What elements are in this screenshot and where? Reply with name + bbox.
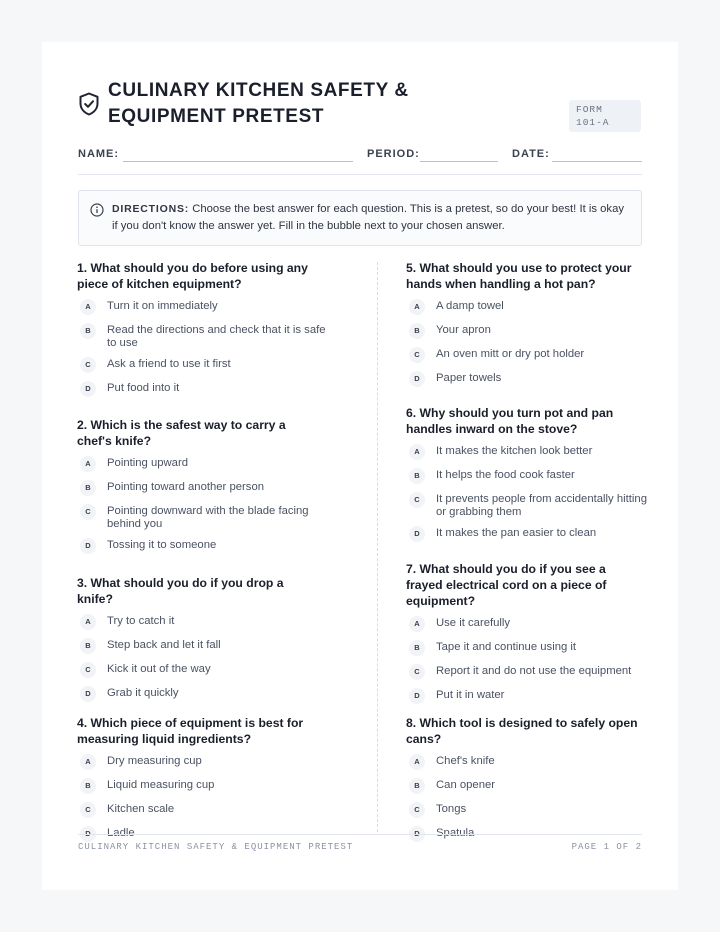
answer-bubble[interactable]: B: [80, 778, 96, 794]
answer-text: It helps the food cook faster: [436, 469, 575, 481]
answer-option-c[interactable]: [406, 664, 656, 678]
answer-text: Kick it out of the way: [107, 663, 211, 675]
question-5: [406, 260, 656, 395]
answer-bubble[interactable]: C: [80, 504, 96, 520]
answer-text: Grab it quickly: [107, 687, 179, 699]
directions-text: [112, 201, 632, 235]
answer-text: Step back and let it fall: [107, 639, 221, 651]
directions-body: Choose the best answer for each question. This is a pretest, so do your best! It is okay if you don't know the answer yet. Fill in the bubble next to your chosen answer.: [112, 203, 625, 232]
answer-option-c[interactable]: [77, 662, 327, 676]
answer-bubble[interactable]: C: [409, 664, 425, 680]
answer-bubble[interactable]: A: [80, 614, 96, 630]
answer-option-b[interactable]: [406, 323, 656, 337]
answer-text: Put food into it: [107, 382, 180, 394]
student-info-fields: [78, 146, 642, 175]
answer-bubble[interactable]: A: [409, 444, 425, 460]
question-text: 1. What should you do before using any piece of kitchen equipment?: [77, 261, 308, 291]
answer-bubble[interactable]: C: [80, 662, 96, 678]
question-text: 6. Why should you turn pot and pan handles inward on the stove?: [406, 406, 614, 436]
answer-bubble[interactable]: B: [409, 640, 425, 656]
page-title: CULINARY KITCHEN SAFETY & EQUIPMENT PRETEST: [108, 80, 409, 127]
question-text: 3. What should you do if you drop a knife?: [77, 576, 284, 606]
answer-option-d[interactable]: [406, 526, 656, 540]
answer-text: It makes the kitchen look better: [436, 445, 593, 457]
question-1: [77, 260, 327, 405]
answer-text: Chef's knife: [436, 755, 495, 767]
answer-bubble[interactable]: D: [409, 688, 425, 704]
answer-text: It makes the pan easier to clean: [436, 527, 597, 539]
answer-option-b[interactable]: [77, 778, 327, 792]
question-text: 5. What should you use to protect your hands when handling a hot pan?: [406, 261, 632, 291]
period-line[interactable]: [420, 161, 498, 162]
answer-option-d[interactable]: [406, 688, 656, 702]
answer-option-d[interactable]: [406, 371, 656, 385]
answer-bubble[interactable]: A: [409, 616, 425, 632]
answer-option-b[interactable]: [406, 640, 656, 654]
answer-text: Pointing upward: [107, 457, 189, 469]
answer-bubble[interactable]: D: [409, 526, 425, 542]
shield-check-icon: [78, 92, 100, 116]
answer-text: Try to catch it: [107, 615, 175, 627]
answer-option-d[interactable]: [77, 686, 327, 700]
answer-text: Ladle: [107, 827, 135, 839]
worksheet-page: [42, 42, 678, 890]
answer-option-a[interactable]: [77, 299, 327, 313]
answer-option-c[interactable]: [77, 504, 327, 531]
form-code-badge: FORM 101-A: [569, 100, 641, 132]
answer-option-b[interactable]: [77, 638, 327, 652]
answer-option-c[interactable]: [406, 347, 656, 361]
answer-text: Spatula: [436, 827, 475, 839]
answer-text: Dry measuring cup: [107, 755, 202, 767]
answer-text: Paper towels: [436, 372, 502, 384]
answer-text: Liquid measuring cup: [107, 779, 215, 791]
date-line[interactable]: [552, 161, 642, 162]
answer-option-d[interactable]: [77, 538, 327, 552]
answer-bubble[interactable]: A: [80, 299, 96, 315]
answer-bubble[interactable]: D: [80, 686, 96, 702]
footer-title: CULINARY KITCHEN SAFETY & EQUIPMENT PRETEST: [78, 842, 354, 852]
answer-text: An oven mitt or dry pot holder: [436, 348, 585, 360]
column-divider: [377, 262, 378, 832]
answer-option-a[interactable]: [77, 456, 327, 470]
question-3: [77, 575, 327, 710]
answer-bubble[interactable]: B: [80, 480, 96, 496]
answer-text: Tape it and continue using it: [436, 641, 577, 653]
answer-text: Your apron: [436, 324, 491, 336]
answer-bubble[interactable]: C: [409, 802, 425, 818]
period-label: PERIOD:: [367, 148, 420, 160]
question-8: [406, 715, 656, 850]
answer-option-c[interactable]: [77, 802, 327, 816]
answer-bubble[interactable]: C: [409, 492, 425, 508]
answer-option-b[interactable]: [77, 323, 327, 350]
answer-option-a[interactable]: [77, 614, 327, 628]
question-7: [406, 561, 656, 712]
answer-text: Pointing toward another person: [107, 481, 265, 493]
answer-text: Tongs: [436, 803, 467, 815]
answer-bubble[interactable]: C: [80, 357, 96, 373]
name-line[interactable]: [123, 161, 353, 162]
answer-text: It prevents people from accidentally hitting or grabbing them: [436, 493, 647, 518]
answer-bubble[interactable]: D: [80, 826, 96, 842]
answer-bubble[interactable]: D: [409, 826, 425, 842]
answer-text: Turn it on immediately: [107, 300, 218, 312]
answer-text: Tossing it to someone: [107, 539, 217, 551]
answer-text: Pointing downward with the blade facing behind you: [107, 505, 309, 530]
answer-text: Put it in water: [436, 689, 505, 701]
answer-text: Kitchen scale: [107, 803, 175, 815]
name-label: NAME:: [78, 148, 120, 160]
answer-bubble[interactable]: D: [80, 381, 96, 397]
date-label: DATE:: [512, 148, 550, 160]
answer-text: Read the directions and check that it is safe to use: [107, 324, 326, 349]
answer-option-a[interactable]: [406, 754, 656, 768]
answer-bubble[interactable]: B: [409, 778, 425, 794]
answer-option-b[interactable]: [406, 778, 656, 792]
question-text: 4. Which piece of equipment is best for measuring liquid ingredients?: [77, 716, 304, 746]
answer-bubble[interactable]: D: [80, 538, 96, 554]
answer-option-c[interactable]: [406, 802, 656, 816]
answer-option-d[interactable]: [77, 381, 327, 395]
answer-option-c[interactable]: [77, 357, 327, 371]
answer-bubble[interactable]: A: [80, 754, 96, 770]
answer-bubble[interactable]: A: [409, 299, 425, 315]
answer-option-a[interactable]: [77, 754, 327, 768]
answer-option-a[interactable]: [406, 444, 656, 458]
directions-label: DIRECTIONS:: [112, 203, 190, 215]
answer-text: Report it and do not use the equipment: [436, 665, 632, 677]
question-text: 7. What should you do if you see a frayed electrical cord on a piece of equipment?: [406, 562, 607, 608]
answer-text: A damp towel: [436, 300, 504, 312]
answer-text: Use it carefully: [436, 617, 511, 629]
answer-text: Can opener: [436, 779, 496, 791]
question-text: 8. Which tool is designed to safely open cans?: [406, 716, 638, 746]
answer-bubble[interactable]: A: [80, 456, 96, 472]
answer-option-a[interactable]: [406, 299, 656, 313]
answer-bubble[interactable]: D: [409, 371, 425, 387]
answer-bubble[interactable]: B: [80, 323, 96, 339]
header: [78, 78, 642, 134]
page-footer: [78, 834, 642, 855]
answer-option-b[interactable]: [77, 480, 327, 494]
answer-bubble[interactable]: B: [409, 323, 425, 339]
question-text: 2. Which is the safest way to carry a chef's knife?: [77, 418, 286, 448]
answer-option-c[interactable]: [406, 492, 656, 519]
answer-bubble[interactable]: B: [80, 638, 96, 654]
question-4: [77, 715, 327, 850]
page-number: PAGE 1 OF 2: [571, 842, 642, 852]
answer-option-a[interactable]: [406, 616, 656, 630]
answer-option-b[interactable]: [406, 468, 656, 482]
answer-bubble[interactable]: C: [80, 802, 96, 818]
info-icon: [90, 203, 104, 217]
answer-bubble[interactable]: C: [409, 347, 425, 363]
question-2: [77, 417, 327, 562]
answer-bubble[interactable]: B: [409, 468, 425, 484]
directions-box: [78, 190, 642, 246]
question-6: [406, 405, 656, 550]
answer-bubble[interactable]: A: [409, 754, 425, 770]
answer-text: Ask a friend to use it first: [107, 358, 231, 370]
